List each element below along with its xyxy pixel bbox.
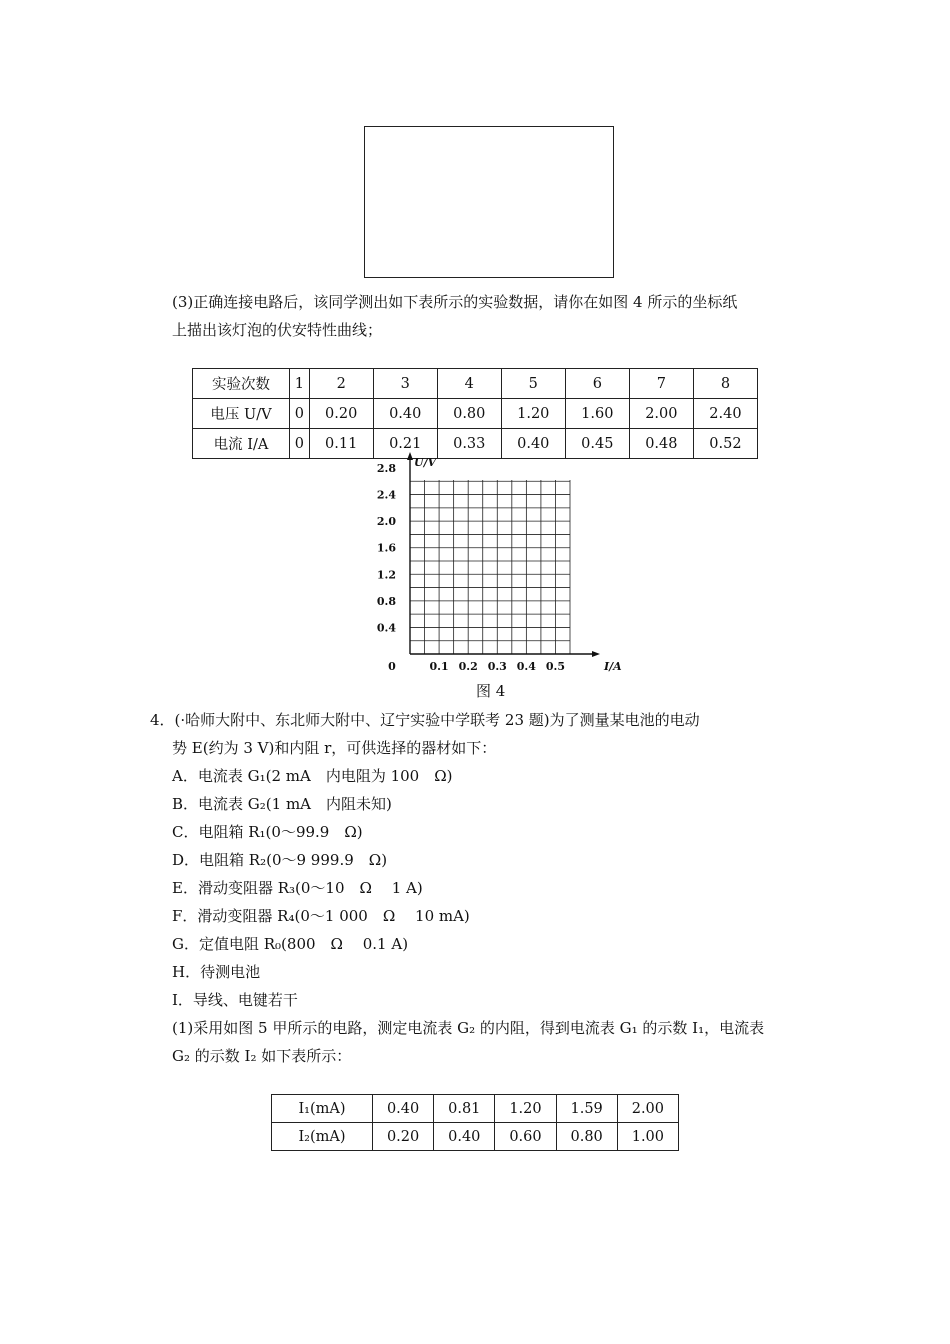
table-row-i1 [272,1095,679,1123]
table-row-voltage [193,399,758,429]
x-tick-label: 0.3 [487,660,507,673]
option-e: E．滑动变阻器 R₃(0～10 Ω 1 A) [172,879,423,897]
table-cell: 0.21 [373,429,437,459]
table-cell: 2.00 [617,1095,678,1123]
y-tick-label: 0.4 [376,621,396,635]
table-cell: 1.20 [495,1095,556,1123]
y-axis-label: U/V [414,456,437,469]
table-cell: 1.60 [565,399,629,429]
table-row-trials [193,369,758,399]
table-cell: 4 [437,369,501,399]
question4-line1: 4．(·哈师大附中、东北师大附中、辽宁实验中学联考 23 题)为了测量某电池的电动 [150,711,700,729]
table-cell: 0.48 [629,429,693,459]
table-cell: 0.52 [693,429,757,459]
table-cell: 8 [693,369,757,399]
option-f: F．滑动变阻器 R₄(0～1 000 Ω 10 mA) [172,907,470,925]
part3-text [172,288,737,344]
x-tick-label: 0.1 [429,660,449,673]
part1-line2: G₂ 的示数 I₂ 如下表所示： [172,1047,352,1065]
table-cell: 0.81 [434,1095,495,1123]
x-tick-label: 0.5 [545,660,566,673]
x-tick-label: 0.2 [458,660,478,673]
part3-line2: 上描出该灯泡的伏安特性曲线； [172,321,383,339]
table-cell: 0.33 [437,429,501,459]
table-cell: 1.20 [501,399,565,429]
figure4-caption: 图 4 [476,682,506,700]
table-cell: 0.40 [501,429,565,459]
figure4-graph [370,452,622,674]
experiment-data-table [192,368,758,459]
table-cell: 7 [629,369,693,399]
table-cell: 0.11 [309,429,373,459]
table-cell: 0.60 [495,1123,556,1151]
table-cell: 0.80 [437,399,501,429]
table-cell: 0.20 [373,1123,434,1151]
part1-line1: (1)采用如图 5 甲所示的电路，测定电流表 G₂ 的内阻，得到电流表 G₁ 的示数 I₁，电流表 [172,1019,765,1037]
y-tick-label: 1.6 [376,541,396,555]
y-tick-label: 2.4 [376,488,396,502]
table-cell: 0 [290,399,310,429]
table-header-cell: 电压 U/V [193,399,290,429]
y-tick-label: 2.0 [376,515,396,529]
table-cell: 1.59 [556,1095,617,1123]
table-cell: 3 [373,369,437,399]
table-cell: 1.00 [617,1123,678,1151]
table-cell: 0.40 [373,1095,434,1123]
current-readings-table [271,1094,679,1151]
option-a: A．电流表 G₁(2 mA 内电阻为 100 Ω) [172,767,453,785]
table-header-cell: I₂(mA) [272,1123,373,1151]
table-header-cell: I₁(mA) [272,1095,373,1123]
option-d: D．电阻箱 R₂(0～9 999.9 Ω) [172,851,388,869]
table-header-cell: 实验次数 [193,369,290,399]
x-axis-label: I/A [604,660,622,673]
y-tick-label: 2.8 [376,462,396,475]
table-cell: 0.45 [565,429,629,459]
y-tick-label: 0.8 [376,594,396,608]
y-tick-label: 1.2 [376,568,396,582]
option-h: H．待测电池 [172,963,261,981]
x-tick-label: 0.4 [516,660,536,673]
option-i: I．导线、电键若干 [172,991,298,1009]
table-cell: 0.20 [309,399,373,429]
table-cell: 5 [501,369,565,399]
table-cell: 6 [565,369,629,399]
y-axis-arrow-icon [407,452,413,460]
x-axis-arrow-icon [592,651,600,657]
question4-line2: 势 E(约为 3 V)和内阻 r，可供选择的器材如下： [172,739,497,757]
option-g: G．定值电阻 R₀(800 Ω 0.1 A) [172,935,409,953]
table-header-cell: 电流 I/A [193,429,290,459]
table-cell: 0.80 [556,1123,617,1151]
table-cell: 2.40 [693,399,757,429]
origin-label: 0 [388,660,396,673]
table-cell: 2 [309,369,373,399]
table-cell: 1 [290,369,310,399]
table-cell: 0.40 [434,1123,495,1151]
circuit-drawing-box [364,126,614,278]
option-b: B．电流表 G₂(1 mA 内阻未知) [172,795,392,813]
table-cell: 0.40 [373,399,437,429]
table-cell: 0 [290,429,310,459]
part3-line1: (3)正确连接电路后，该同学测出如下表所示的实验数据，请你在如图 4 所示的坐标纸 [172,293,738,311]
table-cell: 2.00 [629,399,693,429]
option-c: C．电阻箱 R₁(0～99.9 Ω) [172,823,363,841]
table-row-i2 [272,1123,679,1151]
